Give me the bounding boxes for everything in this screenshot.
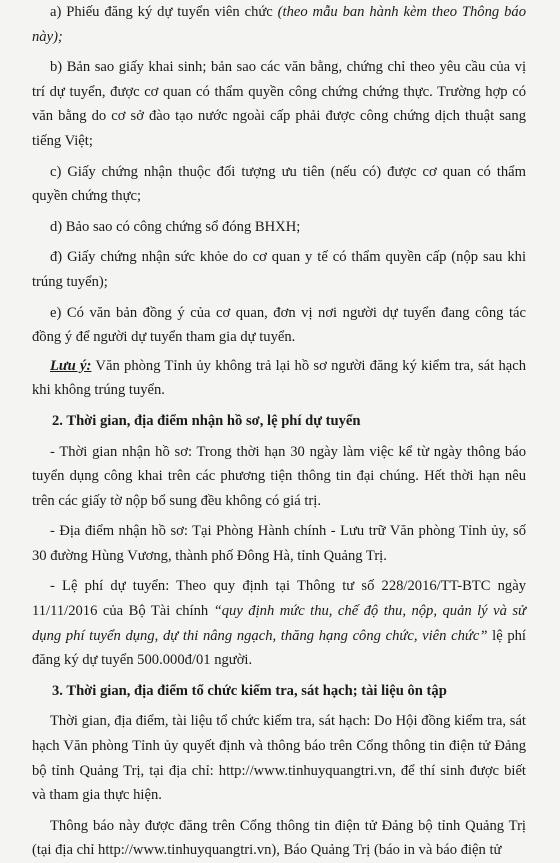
note-text: Văn phòng Tỉnh ủy không trả lại hồ sơ người đăng ký kiểm tra, sát hạch khi không trúng tuyển. [32,357,526,399]
fee-text-b: lệ phí đăng ký dự tuyển 500.000đ/01 người. [32,627,526,669]
section-2-time: - Thời gian nhận hồ sơ: Trong thời hạn 30 ngày làm việc kể từ ngày thông báo tuyển dụng công khai trên các phương tiện thông tin đại chúng. Hết thời hạn nêu trên các giấy tờ nộp bổ sung đều không có giá trị. [32,443,526,509]
item-a-text: a) Phiếu đăng ký dự tuyển viên chức [50,4,278,20]
note-paragraph [32,354,526,403]
item-dd: đ) Giấy chứng nhận sức khỏe do cơ quan y tế có thẩm quyền cấp (nộp sau khi trúng tuyển); [32,249,526,290]
item-d: d) Bảo sao có công chứng sổ đóng BHXH; [50,218,301,235]
section-3-heading: 3. Thời gian, địa điểm tổ chức kiểm tra, sát hạch; tài liệu ôn tập [52,682,447,699]
item-c: c) Giấy chứng nhận thuộc đối tượng ưu tiên (nếu có) được cơ quan có thẩm quyền chứng thực; [32,163,526,205]
section-3-body: Thời gian, địa điểm, tài liệu tổ chức kiểm tra, sát hạch: Do Hội đồng kiểm tra, sát hạch Văn phòng Tỉnh ủy quyết định và thông báo trên Cổng thông tin điện tử Đảng bộ tỉnh Quảng Trị, tại địa chỉ: http://www.tinhuyquangtri.vn, để thí sinh được biết và tham gia thực hiện. [32,713,526,804]
item-e: e) Có văn bản đồng ý của cơ quan, đơn vị nơi người dự tuyển đang công tác đồng ý để người dự tuyển tham gia dự tuyển. [32,304,526,346]
fee-quote: “quy định mức thu, chế độ thu, nộp, quản lý và sử dụng phí tuyển dụng, dự thi nâng ngạch, thăng hạng công chức, viên chức” [32,603,527,644]
item-b: b) Bản sao giấy khai sinh; bản sao các văn bằng, chứng chỉ theo yêu cầu của vị trí dự tuyển, được cơ quan có thẩm quyền công chứng chứng thực. Trường hợp có văn bằng do cơ sở đào tạo nước ngoài cấp phải được công chứng dịch thuật sang tiếng Việt; [32,59,526,149]
section-2-heading: 2. Thời gian, địa điểm nhận hồ sơ, lệ phí dự tuyển [52,412,361,429]
item-a-note: (theo mẫu ban hành kèm theo Thông báo này); [32,4,526,45]
section-2-fee [32,574,526,672]
note-label: Lưu ý: [50,357,92,374]
item-a [32,0,526,49]
closing-paragraph: Thông báo này được đăng trên Cổng thông tin điện tử Đảng bộ tỉnh Quảng Trị (tại địa chỉ http://www.tinhuyquangtri.vn), Báo Quảng Trị (báo in và báo điện tử [32,817,526,859]
fee-text-a: - Lệ phí dự tuyển: Theo quy định tại Thông tư số 228/2016/TT-BTC ngày 11/11/2016 của Bộ Tài chính [32,578,526,620]
section-2-place: - Địa điểm nhận hồ sơ: Tại Phòng Hành chính - Lưu trữ Văn phòng Tỉnh ủy, số 30 đường Hùng Vương, thành phố Đông Hà, tỉnh Quảng Trị. [32,523,526,564]
